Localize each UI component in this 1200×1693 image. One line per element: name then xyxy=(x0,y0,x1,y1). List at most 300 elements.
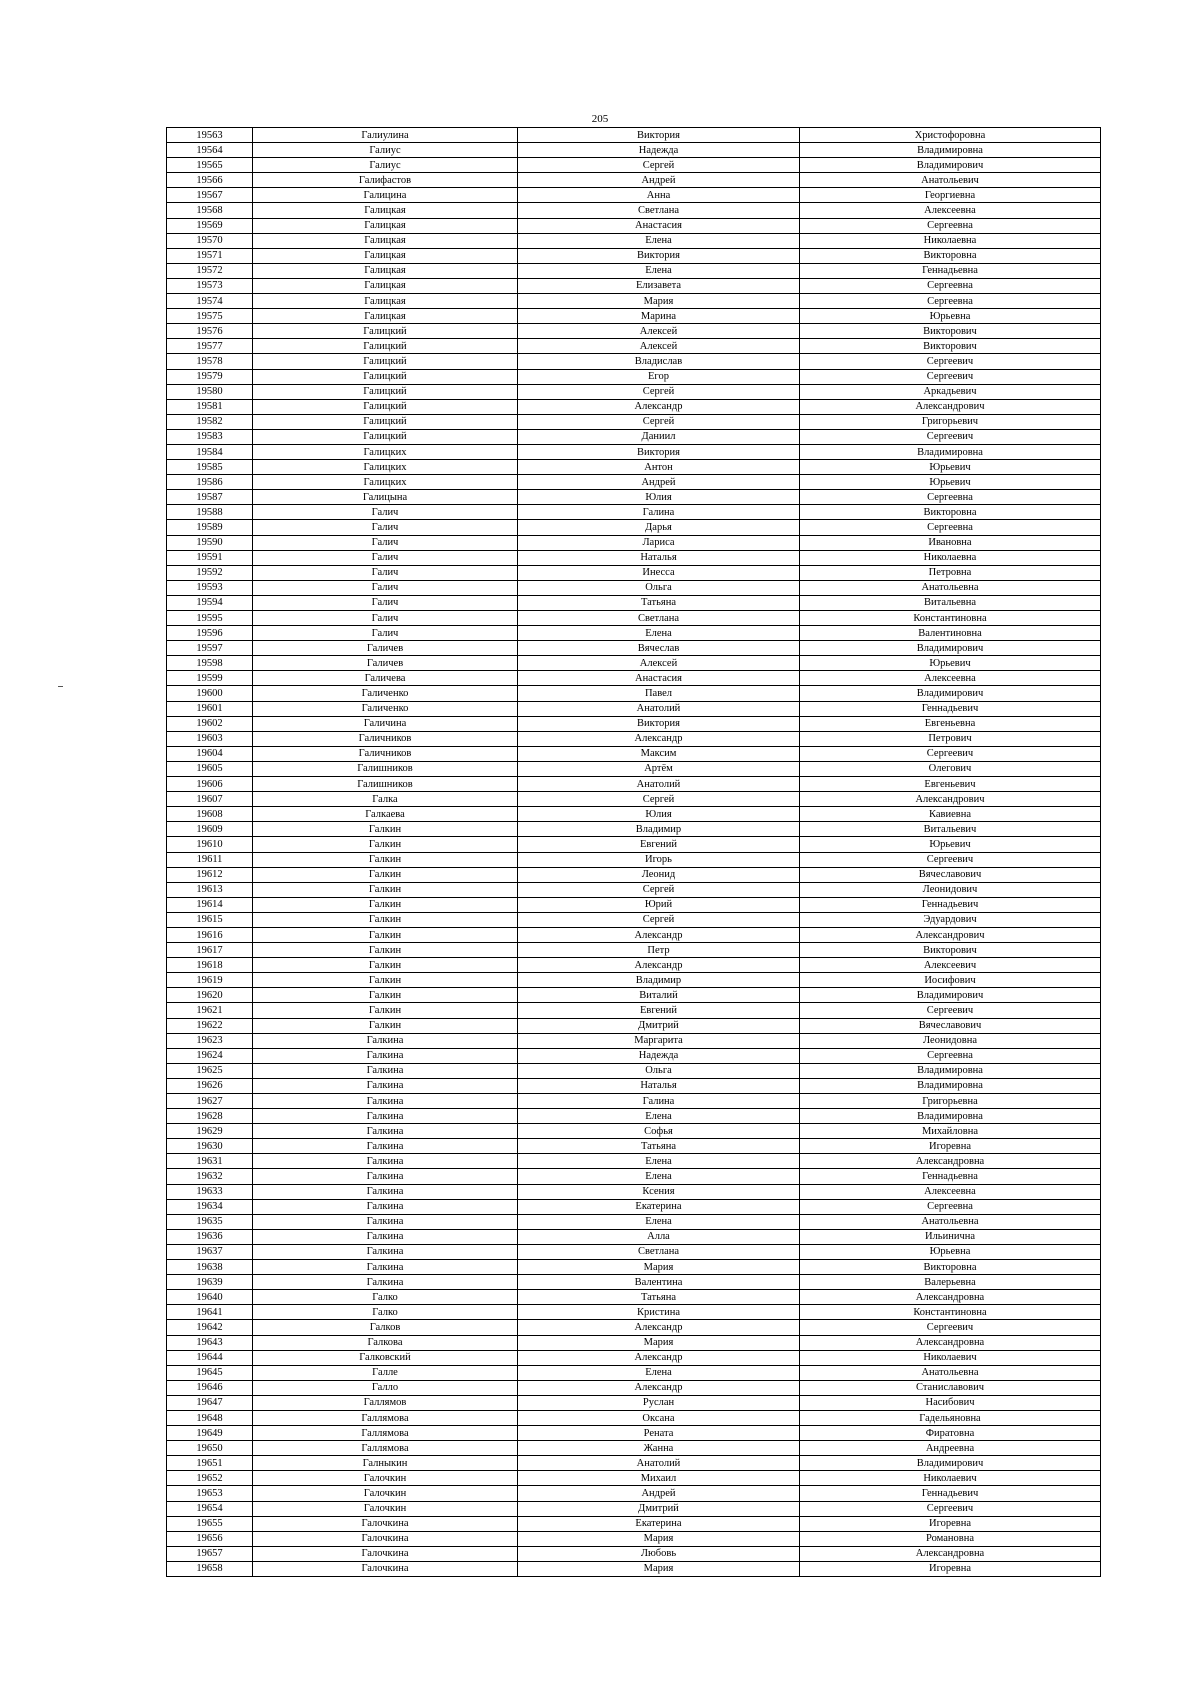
surname-cell: Галкина xyxy=(253,1260,518,1275)
table-row xyxy=(167,1033,1101,1048)
record-number-cell: 19570 xyxy=(167,233,253,248)
record-number-cell: 19598 xyxy=(167,656,253,671)
first-name-cell: Андрей xyxy=(518,1486,800,1501)
patronymic-cell: Фиратовна xyxy=(800,1426,1101,1441)
record-number-cell: 19583 xyxy=(167,429,253,444)
record-number-cell: 19565 xyxy=(167,158,253,173)
first-name-cell: Алексей xyxy=(518,339,800,354)
surname-cell: Галкина xyxy=(253,1033,518,1048)
record-number-cell: 19596 xyxy=(167,626,253,641)
table-row xyxy=(167,1290,1101,1305)
table-row xyxy=(167,294,1101,309)
patronymic-cell: Сергеевна xyxy=(800,1199,1101,1214)
table-row xyxy=(167,1260,1101,1275)
patronymic-cell: Владимировна xyxy=(800,1063,1101,1078)
table-row xyxy=(167,1078,1101,1093)
table-row xyxy=(167,278,1101,293)
first-name-cell: Елена xyxy=(518,1154,800,1169)
table-row xyxy=(167,822,1101,837)
patronymic-cell: Александровна xyxy=(800,1335,1101,1350)
surname-cell: Галиченко xyxy=(253,701,518,716)
record-number-cell: 19609 xyxy=(167,822,253,837)
patronymic-cell: Николаевна xyxy=(800,550,1101,565)
record-number-cell: 19642 xyxy=(167,1320,253,1335)
record-number-cell: 19619 xyxy=(167,973,253,988)
patronymic-cell: Анатольевна xyxy=(800,1214,1101,1229)
patronymic-cell: Николаевич xyxy=(800,1471,1101,1486)
first-name-cell: Максим xyxy=(518,746,800,761)
first-name-cell: Мария xyxy=(518,294,800,309)
record-number-cell: 19616 xyxy=(167,927,253,942)
first-name-cell: Ксения xyxy=(518,1184,800,1199)
stray-mark xyxy=(58,686,63,687)
record-number-cell: 19585 xyxy=(167,460,253,475)
patronymic-cell: Витальевич xyxy=(800,822,1101,837)
record-number-cell: 19563 xyxy=(167,128,253,143)
table-row xyxy=(167,807,1101,822)
surname-cell: Галкин xyxy=(253,988,518,1003)
table-row xyxy=(167,897,1101,912)
patronymic-cell: Игоревна xyxy=(800,1139,1101,1154)
patronymic-cell: Ильинична xyxy=(800,1229,1101,1244)
record-number-cell: 19635 xyxy=(167,1214,253,1229)
table-row xyxy=(167,852,1101,867)
surname-cell: Галковский xyxy=(253,1350,518,1365)
surname-cell: Галицкая xyxy=(253,278,518,293)
patronymic-cell: Сергеевич xyxy=(800,354,1101,369)
record-number-cell: 19640 xyxy=(167,1290,253,1305)
table-row xyxy=(167,1441,1101,1456)
patronymic-cell: Александровна xyxy=(800,1154,1101,1169)
table-row xyxy=(167,1335,1101,1350)
first-name-cell: Рената xyxy=(518,1426,800,1441)
first-name-cell: Виталий xyxy=(518,988,800,1003)
table-row xyxy=(167,1380,1101,1395)
patronymic-cell: Сергеевна xyxy=(800,520,1101,535)
surname-cell: Галич xyxy=(253,550,518,565)
page-number: 205 xyxy=(591,113,609,125)
table-row xyxy=(167,233,1101,248)
table-row xyxy=(167,1184,1101,1199)
surname-cell: Галич xyxy=(253,535,518,550)
surname-cell: Галич xyxy=(253,565,518,580)
surname-cell: Галицкая xyxy=(253,233,518,248)
record-number-cell: 19656 xyxy=(167,1531,253,1546)
surname-cell: Галиченко xyxy=(253,686,518,701)
patronymic-cell: Петровна xyxy=(800,565,1101,580)
record-number-cell: 19581 xyxy=(167,399,253,414)
table-row xyxy=(167,943,1101,958)
first-name-cell: Анатолий xyxy=(518,777,800,792)
surname-cell: Галицких xyxy=(253,444,518,459)
patronymic-cell: Гадельяновна xyxy=(800,1410,1101,1425)
record-number-cell: 19584 xyxy=(167,444,253,459)
record-number-cell: 19599 xyxy=(167,671,253,686)
first-name-cell: Елена xyxy=(518,626,800,641)
record-number-cell: 19606 xyxy=(167,777,253,792)
first-name-cell: Оксана xyxy=(518,1410,800,1425)
first-name-cell: Алла xyxy=(518,1229,800,1244)
first-name-cell: Маргарита xyxy=(518,1033,800,1048)
patronymic-cell: Геннадьевич xyxy=(800,897,1101,912)
first-name-cell: Наталья xyxy=(518,550,800,565)
surname-cell: Галкина xyxy=(253,1048,518,1063)
table-row xyxy=(167,912,1101,927)
surname-cell: Галичина xyxy=(253,716,518,731)
first-name-cell: Виктория xyxy=(518,716,800,731)
table-row xyxy=(167,520,1101,535)
table-row xyxy=(167,173,1101,188)
table-row xyxy=(167,1124,1101,1139)
record-number-cell: 19608 xyxy=(167,807,253,822)
surname-cell: Галлямов xyxy=(253,1395,518,1410)
patronymic-cell: Викторовна xyxy=(800,248,1101,263)
first-name-cell: Артём xyxy=(518,761,800,776)
record-number-cell: 19582 xyxy=(167,414,253,429)
record-number-cell: 19587 xyxy=(167,490,253,505)
patronymic-cell: Валентиновна xyxy=(800,626,1101,641)
surname-cell: Галицкий xyxy=(253,324,518,339)
surname-cell: Галкин xyxy=(253,867,518,882)
patronymic-cell: Евгеньевич xyxy=(800,777,1101,792)
surname-cell: Галичев xyxy=(253,656,518,671)
record-number-cell: 19603 xyxy=(167,731,253,746)
patronymic-cell: Владимирович xyxy=(800,988,1101,1003)
first-name-cell: Анатолий xyxy=(518,1456,800,1471)
first-name-cell: Алексей xyxy=(518,656,800,671)
record-number-cell: 19602 xyxy=(167,716,253,731)
record-number-cell: 19595 xyxy=(167,611,253,626)
first-name-cell: Марина xyxy=(518,309,800,324)
record-number-cell: 19652 xyxy=(167,1471,253,1486)
record-number-cell: 19627 xyxy=(167,1094,253,1109)
table-row xyxy=(167,1305,1101,1320)
first-name-cell: Татьяна xyxy=(518,1139,800,1154)
first-name-cell: Анна xyxy=(518,188,800,203)
record-number-cell: 19588 xyxy=(167,505,253,520)
surname-cell: Галичев xyxy=(253,641,518,656)
first-name-cell: Мария xyxy=(518,1335,800,1350)
first-name-cell: Александр xyxy=(518,399,800,414)
table-row xyxy=(167,595,1101,610)
first-name-cell: Егор xyxy=(518,369,800,384)
surname-cell: Галкина xyxy=(253,1154,518,1169)
table-row xyxy=(167,1426,1101,1441)
surname-cell: Галлямова xyxy=(253,1426,518,1441)
first-name-cell: Елена xyxy=(518,1365,800,1380)
table-row xyxy=(167,1486,1101,1501)
first-name-cell: Екатерина xyxy=(518,1516,800,1531)
table-row xyxy=(167,882,1101,897)
first-name-cell: Елена xyxy=(518,1169,800,1184)
surname-cell: Галкина xyxy=(253,1078,518,1093)
patronymic-cell: Сергеевна xyxy=(800,294,1101,309)
surname-cell: Галицкий xyxy=(253,414,518,429)
record-number-cell: 19576 xyxy=(167,324,253,339)
record-number-cell: 19650 xyxy=(167,1441,253,1456)
first-name-cell: Валентина xyxy=(518,1275,800,1290)
patronymic-cell: Витальевна xyxy=(800,595,1101,610)
surname-cell: Галичева xyxy=(253,671,518,686)
surname-cell: Галкина xyxy=(253,1169,518,1184)
surname-cell: Галкова xyxy=(253,1335,518,1350)
surname-cell: Галкина xyxy=(253,1184,518,1199)
table-row xyxy=(167,309,1101,324)
table-row xyxy=(167,354,1101,369)
patronymic-cell: Сергеевич xyxy=(800,1003,1101,1018)
surname-cell: Галицкий xyxy=(253,384,518,399)
patronymic-cell: Андреевна xyxy=(800,1441,1101,1456)
first-name-cell: Елизавета xyxy=(518,278,800,293)
patronymic-cell: Владимировна xyxy=(800,1109,1101,1124)
patronymic-cell: Владимирович xyxy=(800,641,1101,656)
patronymic-cell: Алексеевич xyxy=(800,958,1101,973)
patronymic-cell: Евгеньевна xyxy=(800,716,1101,731)
table-row xyxy=(167,701,1101,716)
first-name-cell: Евгений xyxy=(518,837,800,852)
table-row xyxy=(167,1063,1101,1078)
table-row xyxy=(167,973,1101,988)
surname-cell: Галкаева xyxy=(253,807,518,822)
patronymic-cell: Вячеславович xyxy=(800,1018,1101,1033)
surname-cell: Галицина xyxy=(253,188,518,203)
record-number-cell: 19643 xyxy=(167,1335,253,1350)
first-name-cell: Елена xyxy=(518,1109,800,1124)
surname-cell: Галич xyxy=(253,520,518,535)
table-row xyxy=(167,339,1101,354)
table-row xyxy=(167,263,1101,278)
patronymic-cell: Валерьевна xyxy=(800,1275,1101,1290)
first-name-cell: Антон xyxy=(518,460,800,475)
patronymic-cell: Григорьевна xyxy=(800,1094,1101,1109)
first-name-cell: Игорь xyxy=(518,852,800,867)
table-row xyxy=(167,324,1101,339)
patronymic-cell: Викторович xyxy=(800,339,1101,354)
patronymic-cell: Александровна xyxy=(800,1290,1101,1305)
surname-cell: Галицкий xyxy=(253,369,518,384)
surname-cell: Галишников xyxy=(253,777,518,792)
table-row xyxy=(167,1214,1101,1229)
patronymic-cell: Владимирович xyxy=(800,1456,1101,1471)
surname-cell: Галифастов xyxy=(253,173,518,188)
first-name-cell: Дарья xyxy=(518,520,800,535)
table-row xyxy=(167,399,1101,414)
patronymic-cell: Геннадьевич xyxy=(800,701,1101,716)
record-number-cell: 19621 xyxy=(167,1003,253,1018)
table-row xyxy=(167,837,1101,852)
table-row xyxy=(167,1169,1101,1184)
patronymic-cell: Юрьевна xyxy=(800,309,1101,324)
table-row xyxy=(167,414,1101,429)
surname-cell: Галкина xyxy=(253,1063,518,1078)
first-name-cell: Виктория xyxy=(518,444,800,459)
patronymic-cell: Владимировна xyxy=(800,444,1101,459)
table-row xyxy=(167,1516,1101,1531)
record-number-cell: 19653 xyxy=(167,1486,253,1501)
register-body xyxy=(167,128,1101,1577)
table-row xyxy=(167,1094,1101,1109)
first-name-cell: Мария xyxy=(518,1260,800,1275)
first-name-cell: Анатолий xyxy=(518,701,800,716)
first-name-cell: Светлана xyxy=(518,203,800,218)
first-name-cell: Андрей xyxy=(518,173,800,188)
table-row xyxy=(167,1350,1101,1365)
table-row xyxy=(167,1018,1101,1033)
patronymic-cell: Аркадьевич xyxy=(800,384,1101,399)
surname-cell: Галкина xyxy=(253,1275,518,1290)
first-name-cell: Екатерина xyxy=(518,1199,800,1214)
record-number-cell: 19607 xyxy=(167,792,253,807)
table-row xyxy=(167,565,1101,580)
record-number-cell: 19564 xyxy=(167,143,253,158)
first-name-cell: Юлия xyxy=(518,807,800,822)
patronymic-cell: Сергеевна xyxy=(800,218,1101,233)
table-row xyxy=(167,716,1101,731)
surname-cell: Галкина xyxy=(253,1244,518,1259)
surname-cell: Галочкина xyxy=(253,1531,518,1546)
patronymic-cell: Анатольевна xyxy=(800,1365,1101,1380)
first-name-cell: Светлана xyxy=(518,611,800,626)
first-name-cell: Михаил xyxy=(518,1471,800,1486)
first-name-cell: Галина xyxy=(518,505,800,520)
first-name-cell: Павел xyxy=(518,686,800,701)
surname-cell: Галочкин xyxy=(253,1486,518,1501)
first-name-cell: Жанна xyxy=(518,1441,800,1456)
table-row xyxy=(167,143,1101,158)
table-row xyxy=(167,1154,1101,1169)
table-row xyxy=(167,384,1101,399)
record-number-cell: 19574 xyxy=(167,294,253,309)
first-name-cell: Мария xyxy=(518,1531,800,1546)
record-number-cell: 19591 xyxy=(167,550,253,565)
table-row xyxy=(167,550,1101,565)
patronymic-cell: Алексеевна xyxy=(800,671,1101,686)
record-number-cell: 19651 xyxy=(167,1456,253,1471)
patronymic-cell: Станиславович xyxy=(800,1380,1101,1395)
record-number-cell: 19654 xyxy=(167,1501,253,1516)
record-number-cell: 19646 xyxy=(167,1380,253,1395)
surname-cell: Галишников xyxy=(253,761,518,776)
surname-cell: Галкин xyxy=(253,912,518,927)
patronymic-cell: Вячеславович xyxy=(800,867,1101,882)
patronymic-cell: Игоревна xyxy=(800,1516,1101,1531)
table-row xyxy=(167,475,1101,490)
surname-cell: Галкина xyxy=(253,1094,518,1109)
record-number-cell: 19579 xyxy=(167,369,253,384)
surname-cell: Галкин xyxy=(253,927,518,942)
table-row xyxy=(167,641,1101,656)
surname-cell: Галка xyxy=(253,792,518,807)
record-number-cell: 19601 xyxy=(167,701,253,716)
record-number-cell: 19611 xyxy=(167,852,253,867)
surname-cell: Галич xyxy=(253,505,518,520)
first-name-cell: Сергей xyxy=(518,792,800,807)
record-number-cell: 19630 xyxy=(167,1139,253,1154)
patronymic-cell: Петрович xyxy=(800,731,1101,746)
patronymic-cell: Игоревна xyxy=(800,1561,1101,1576)
record-number-cell: 19617 xyxy=(167,943,253,958)
patronymic-cell: Геннадьевич xyxy=(800,1486,1101,1501)
patronymic-cell: Геннадьевна xyxy=(800,263,1101,278)
patronymic-cell: Ивановна xyxy=(800,535,1101,550)
surname-cell: Галочкина xyxy=(253,1561,518,1576)
surname-cell: Галицкий xyxy=(253,399,518,414)
record-number-cell: 19636 xyxy=(167,1229,253,1244)
patronymic-cell: Сергеевич xyxy=(800,369,1101,384)
record-number-cell: 19622 xyxy=(167,1018,253,1033)
record-number-cell: 19658 xyxy=(167,1561,253,1576)
patronymic-cell: Сергеевна xyxy=(800,278,1101,293)
record-number-cell: 19615 xyxy=(167,912,253,927)
first-name-cell: Мария xyxy=(518,1561,800,1576)
table-row xyxy=(167,369,1101,384)
patronymic-cell: Юрьевич xyxy=(800,475,1101,490)
patronymic-cell: Викторович xyxy=(800,943,1101,958)
first-name-cell: Дмитрий xyxy=(518,1018,800,1033)
table-row xyxy=(167,158,1101,173)
record-number-cell: 19592 xyxy=(167,565,253,580)
first-name-cell: Дмитрий xyxy=(518,1501,800,1516)
first-name-cell: Елена xyxy=(518,233,800,248)
patronymic-cell: Михайловна xyxy=(800,1124,1101,1139)
first-name-cell: Инесса xyxy=(518,565,800,580)
record-number-cell: 19605 xyxy=(167,761,253,776)
record-number-cell: 19590 xyxy=(167,535,253,550)
table-row xyxy=(167,1199,1101,1214)
first-name-cell: Галина xyxy=(518,1094,800,1109)
record-number-cell: 19575 xyxy=(167,309,253,324)
table-row xyxy=(167,505,1101,520)
surname-cell: Галочкина xyxy=(253,1516,518,1531)
patronymic-cell: Анатольевич xyxy=(800,173,1101,188)
surname-cell: Галич xyxy=(253,611,518,626)
table-row xyxy=(167,203,1101,218)
table-row xyxy=(167,867,1101,882)
first-name-cell: Ольга xyxy=(518,580,800,595)
patronymic-cell: Сергеевич xyxy=(800,852,1101,867)
first-name-cell: Сергей xyxy=(518,414,800,429)
patronymic-cell: Георгиевна xyxy=(800,188,1101,203)
patronymic-cell: Юрьевич xyxy=(800,837,1101,852)
patronymic-cell: Владимирович xyxy=(800,158,1101,173)
first-name-cell: Александр xyxy=(518,1350,800,1365)
table-row xyxy=(167,656,1101,671)
record-number-cell: 19613 xyxy=(167,882,253,897)
record-number-cell: 19589 xyxy=(167,520,253,535)
surname-cell: Галко xyxy=(253,1290,518,1305)
surname-cell: Галицкая xyxy=(253,309,518,324)
first-name-cell: Наталья xyxy=(518,1078,800,1093)
table-row xyxy=(167,1546,1101,1561)
patronymic-cell: Владимировна xyxy=(800,1078,1101,1093)
first-name-cell: Татьяна xyxy=(518,1290,800,1305)
first-name-cell: Владимир xyxy=(518,973,800,988)
surname-cell: Галицкий xyxy=(253,354,518,369)
table-row xyxy=(167,535,1101,550)
patronymic-cell: Юрьевич xyxy=(800,656,1101,671)
record-number-cell: 19631 xyxy=(167,1154,253,1169)
surname-cell: Галкина xyxy=(253,1124,518,1139)
patronymic-cell: Иосифович xyxy=(800,973,1101,988)
surname-cell: Галиус xyxy=(253,143,518,158)
surname-cell: Галкин xyxy=(253,958,518,973)
record-number-cell: 19648 xyxy=(167,1410,253,1425)
surname-cell: Галицкий xyxy=(253,339,518,354)
record-number-cell: 19634 xyxy=(167,1199,253,1214)
record-number-cell: 19637 xyxy=(167,1244,253,1259)
patronymic-cell: Владимирович xyxy=(800,686,1101,701)
patronymic-cell: Юрьевна xyxy=(800,1244,1101,1259)
